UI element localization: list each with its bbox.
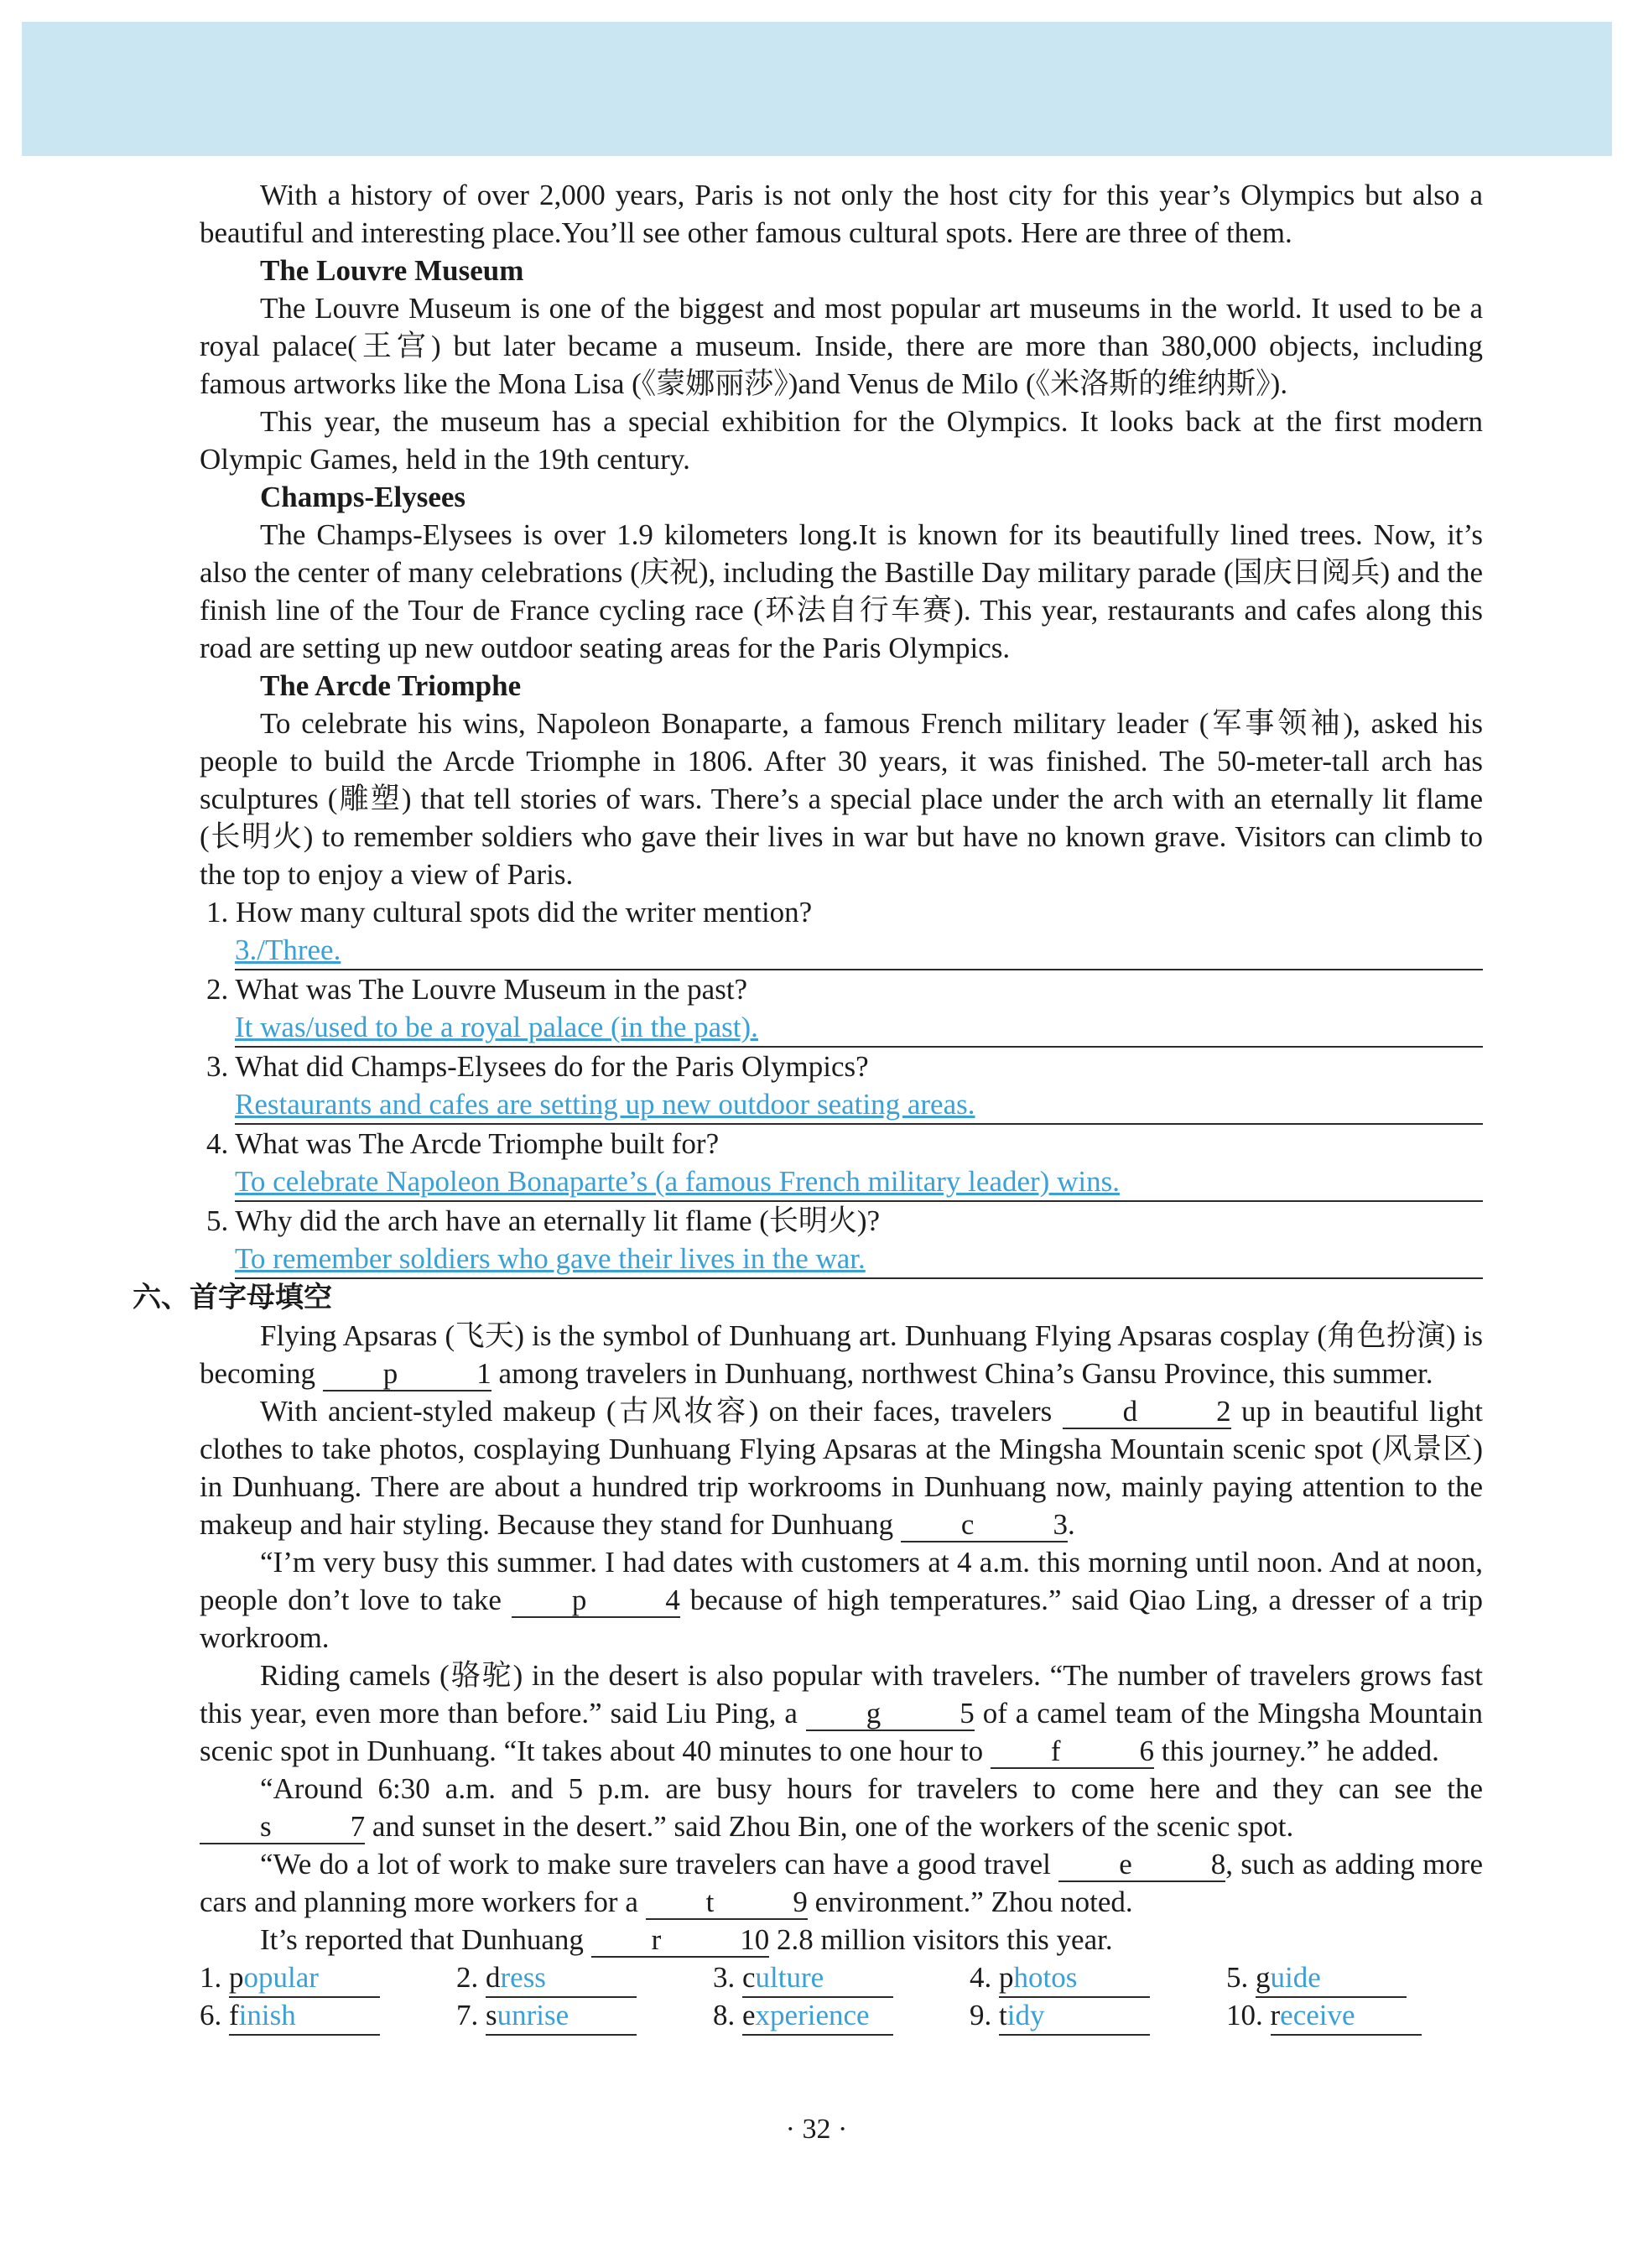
blank-8[interactable]: e 8 (1058, 1849, 1225, 1882)
answer-field[interactable]: sunrise (486, 1996, 637, 2036)
answer-field[interactable]: culture (742, 1958, 893, 1998)
answer-item: 6. finish (200, 1996, 456, 2034)
answer-row (200, 1996, 1483, 2034)
paragraph: The Champs-Elysees is over 1.9 kilometers long.It is known for its beautifully lined trees. Now, it’s also the center of many celebrations (庆祝), including the Bastille Day military parade (国庆日阅兵) and the finish line of the Tour de France cycling race (环法自行车赛). This year, restaurants and cafes along this road are setting up new outdoor seating areas for the Paris Olympics. (200, 518, 1483, 664)
blank-5[interactable]: g 5 (806, 1698, 975, 1731)
section-heading: Champs-Elysees (260, 481, 466, 513)
blank-10[interactable]: r 10 (591, 1924, 770, 1958)
answer-item: 2. dress (456, 1958, 713, 1996)
answer-text: Restaurants and cafes are setting up new outdoor seating areas. (235, 1088, 975, 1121)
answer-field[interactable]: popular (229, 1958, 380, 1998)
section-heading: The Arcde Triomphe (260, 669, 522, 702)
answer-field[interactable]: guide (1256, 1958, 1407, 1998)
answer-item: 8. experience (713, 1996, 970, 2034)
answer-item: 1. popular (200, 1958, 456, 1996)
answer-item: 5. guide (1226, 1958, 1483, 1996)
answer-field[interactable]: tidy (999, 1996, 1150, 2036)
blank-4[interactable]: p 4 (512, 1584, 680, 1618)
blank-1[interactable]: p 1 (323, 1358, 491, 1391)
blank-6[interactable]: f 6 (991, 1735, 1154, 1769)
cloze-paragraph: It’s reported that Dunhuang r 10 2.8 million visitors this year. (260, 1923, 1113, 1956)
page-number: · 32 · (785, 2114, 848, 2145)
answer-field[interactable]: receive (1271, 1996, 1422, 2036)
answer-item: 4. photos (970, 1958, 1226, 1996)
blank-9[interactable]: t 9 (646, 1886, 808, 1920)
answer-text: To remember soldiers who gave their lives in the war. (235, 1242, 866, 1275)
cloze-paragraph: “Around 6:30 a.m. and 5 p.m. are busy hours for travelers to come here and they can see the s 7 and sunset in the desert.” said Zhou Bin, one of the workers of the scenic spot. (200, 1770, 1483, 1845)
blank-3[interactable]: c 3 (901, 1509, 1068, 1542)
question: 3. What did Champs-Elysees do for the Paris Olympics? (206, 1050, 869, 1083)
answer-text: To celebrate Napoleon Bonaparte’s (a famous French military leader) wins. (235, 1165, 1120, 1198)
cloze-paragraph: “I’m very busy this summer. I had dates with customers at 4 a.m. this morning until noon. And at noon, people don’t love to take p 4 because of high temperatures.” said Qiao Ling, a dresser of a trip workroom. (200, 1546, 1483, 1654)
answer-field[interactable]: finish (229, 1996, 380, 2036)
question: 5. Why did the arch have an eternally lit flame (长明火)? (206, 1204, 881, 1237)
answer-field[interactable]: experience (742, 1996, 893, 2036)
section-heading: The Louvre Museum (260, 254, 524, 287)
answer-key (200, 1958, 1483, 2034)
answer-item: 9. tidy (970, 1996, 1226, 2034)
answer-text: 3./Three. (235, 934, 341, 966)
intro-paragraph: With a history of over 2,000 years, Paris is not only the host city for this year’s Olympics but also a beautiful and interesting place.You’ll see other famous cultural spots. Here are three of them. (200, 179, 1483, 249)
cloze-paragraph: With ancient-styled makeup (古风妆容) on their faces, travelers d 2 up in beautiful light clothes to take photos, cosplaying Dunhuang Flying Apsaras at the Mingsha Mountain scenic spot (风景区) in Dunhuang. There are about a hundred trip workrooms in Dunhuang now, mainly paying attention to the makeup and hair styling. Because they stand for Dunhuang c 3. (200, 1395, 1483, 1541)
answer-line[interactable] (235, 1163, 1483, 1202)
answer-text: It was/used to be a royal palace (in the past). (235, 1011, 758, 1043)
answer-item: 7. sunrise (456, 1996, 713, 2034)
header-band (22, 22, 1612, 156)
blank-7[interactable]: s 7 (200, 1811, 365, 1844)
cloze-paragraph: Flying Apsaras (飞天) is the symbol of Dunhuang art. Dunhuang Flying Apsaras cosplay (角色扮演) is becoming p 1 among travelers in Dunhuang, northwest China’s Gansu Province, this summer. (200, 1319, 1483, 1390)
answer-field[interactable]: photos (999, 1958, 1150, 1998)
page-content (133, 176, 1483, 2034)
answer-line[interactable] (235, 1008, 1483, 1048)
answer-line[interactable] (235, 1240, 1483, 1279)
cloze-paragraph: “We do a lot of work to make sure travelers can have a good travel e 8, such as adding more cars and planning more workers for a t 9 environment.” Zhou noted. (200, 1848, 1483, 1918)
paragraph: To celebrate his wins, Napoleon Bonaparte, a famous French military leader (军事领袖), asked his people to build the Arcde Triomphe in 1806. After 30 years, it was finished. The 50-meter-tall arch has sculptures (雕塑) that tell stories of wars. There’s a special place under the arch with an eternally lit flame (长明火) to remember soldiers who gave their lives in war but have no known grave. Visitors can climb to the top to enjoy a view of Paris. (200, 707, 1483, 891)
section-title: 六、首字母填空 (133, 1281, 332, 1314)
question: 4. What was The Arcde Triomphe built for? (206, 1127, 720, 1160)
answer-line[interactable] (235, 931, 1483, 970)
answer-item: 10. receive (1226, 1996, 1483, 2034)
answer-item: 3. culture (713, 1958, 970, 1996)
paragraph: This year, the museum has a special exhibition for the Olympics. It looks back at the first modern Olympic Games, held in the 19th century. (200, 405, 1483, 476)
blank-2[interactable]: d 2 (1063, 1396, 1231, 1429)
answer-field[interactable]: dress (486, 1958, 637, 1998)
cloze-paragraph: Riding camels (骆驼) in the desert is also popular with travelers. “The number of travelers grows fast this year, even more than before.” said Liu Ping, a g 5 of a camel team of the Mingsha Mountain scenic spot in Dunhuang. “It takes about 40 minutes to one hour to f 6 this journey.” he added. (200, 1659, 1483, 1767)
question: 1. How many cultural spots did the writer mention? (206, 896, 813, 929)
answer-line[interactable] (235, 1085, 1483, 1125)
question: 2. What was The Louvre Museum in the past? (206, 973, 748, 1006)
paragraph: The Louvre Museum is one of the biggest and most popular art museums in the world. It used to be a royal palace(王宫) but later became a museum. Inside, there are more than 380,000 objects, including famous artworks like the Mona Lisa (《蒙娜丽莎》)and Venus de Milo (《米洛斯的维纳斯》). (200, 292, 1483, 400)
answer-row (200, 1958, 1483, 1996)
